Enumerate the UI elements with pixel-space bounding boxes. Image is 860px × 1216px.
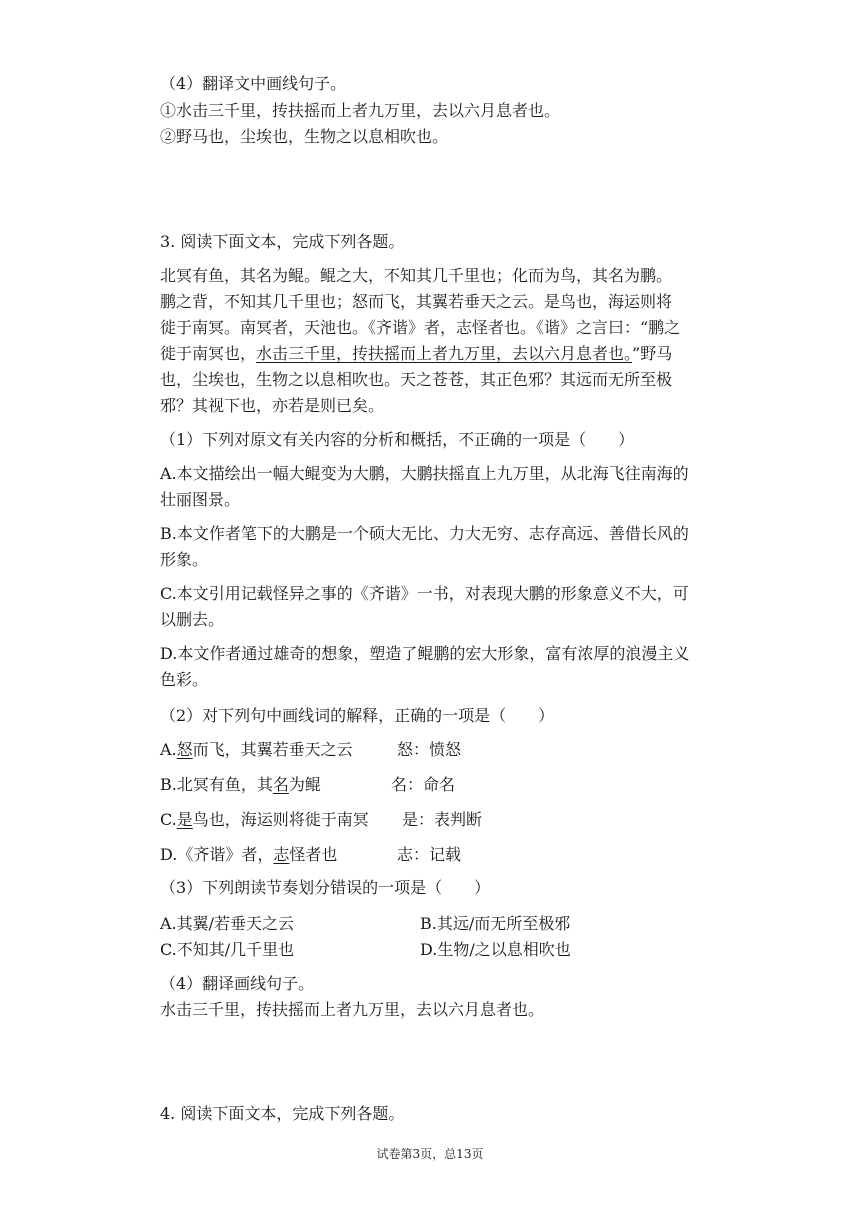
underlined-word: 名 xyxy=(272,775,289,794)
option-a xyxy=(160,740,353,760)
translation-item-1: ①水击三千里，抟扶摇而上者九万里，去以六月息者也。 xyxy=(160,101,561,120)
option-b xyxy=(160,775,321,795)
option-c-cont: 以删去。 xyxy=(160,610,225,629)
question-3-title: 3. 阅读下面文本，完成下列各题。 xyxy=(160,232,405,251)
passage-line: 鹏之背，不知其几千里也；怒而飞，其翼若垂天之云。是鸟也，海运则将 xyxy=(160,292,673,311)
option-text: 怪者也 xyxy=(289,845,338,864)
option-a: A.本文描绘出一幅大鲲变为大鹏，大鹏扶摇直上九万里，从北海飞往南海的 xyxy=(160,464,689,483)
option-b: B.本文作者笔下的大鹏是一个硕大无比、力大无穷、志存高远、善借长风的 xyxy=(160,524,689,543)
option-text: D.《齐谐》者， xyxy=(160,845,274,864)
question-4-title: 4. 阅读下面文本，完成下列各题。 xyxy=(160,1104,405,1123)
passage-line xyxy=(160,344,672,364)
sub-question-3-stem: （3）下列朗读节奏划分错误的一项是（ ） xyxy=(160,878,491,897)
underlined-sentence: 水击三千里，抟扶摇而上者九万里，去以六月息者也。 xyxy=(256,344,633,363)
passage-line: 北冥有鱼，其名为鲲。鲲之大，不知其几千里也；化而为鸟，其名为鹏。 xyxy=(160,266,673,285)
translation-item-2: ②野马也，尘埃也，生物之以息相吹也。 xyxy=(160,127,449,146)
option-d-cont: 色彩。 xyxy=(160,670,209,689)
underlined-word: 志 xyxy=(273,845,290,864)
passage-line: 邪？其视下也，亦若是则已矣。 xyxy=(160,396,385,415)
option-b: B.其远/而无所至极邪 xyxy=(420,914,571,933)
option-d: D.生物/之以息相吹也 xyxy=(420,940,571,959)
sub-question-4-stem: （4）翻译画线句子。 xyxy=(160,974,315,993)
option-a-cont: 壮丽图景。 xyxy=(160,490,241,509)
option-c-explanation: 是：表判断 xyxy=(402,810,483,829)
option-text: 而飞，其翼若垂天之云 xyxy=(192,740,353,759)
option-text: B.北冥有鱼，其 xyxy=(160,775,273,794)
sub-question-4-stem: （4）翻译文中画线句子。 xyxy=(160,74,347,93)
option-c: C.不知其/几千里也 xyxy=(160,940,295,959)
sub-question-1-stem: （1）下列对原文有关内容的分析和概括，不正确的一项是（ ） xyxy=(160,430,635,449)
option-c xyxy=(160,810,369,830)
option-label: A. xyxy=(160,740,177,759)
option-d xyxy=(160,845,337,865)
option-d-explanation: 志：记载 xyxy=(397,845,462,864)
passage-text: ”野马 xyxy=(632,344,673,363)
option-label: C. xyxy=(160,810,177,829)
underlined-word: 怒 xyxy=(176,740,193,759)
passage-line: 徙于南冥。南冥者，天池也。《齐谐》者，志怪者也。《谐》之言曰：“鹏之 xyxy=(160,318,681,337)
option-a-explanation: 怒：愤怒 xyxy=(397,740,462,759)
translation-sentence: 水击三千里，抟扶摇而上者九万里，去以六月息者也。 xyxy=(160,1000,545,1019)
option-a: A.其翼/若垂天之云 xyxy=(160,914,295,933)
option-d: D.本文作者通过雄奇的想象，塑造了鲲鹏的宏大形象，富有浓厚的浪漫主义 xyxy=(160,644,690,663)
option-c: C.本文引用记载怪异之事的《齐谐》一书，对表现大鹏的形象意义不大，可 xyxy=(160,584,689,603)
passage-text: 徙于南冥也， xyxy=(160,344,257,363)
option-b-explanation: 名：命名 xyxy=(391,775,456,794)
option-text: 鸟也，海运则将徙于南冥 xyxy=(192,810,369,829)
option-b-cont: 形象。 xyxy=(160,550,209,569)
sub-question-2-stem: （2）对下列句中画线词的解释，正确的一项是（ ） xyxy=(160,706,555,725)
underlined-word: 是 xyxy=(176,810,193,829)
passage-line: 也，尘埃也，生物之以息相吹也。天之苍苍，其正色邪？其远而无所至极 xyxy=(160,370,673,389)
option-text: 为鲲 xyxy=(288,775,321,794)
page-footer: 试卷第3页，总13页 xyxy=(376,1147,484,1161)
